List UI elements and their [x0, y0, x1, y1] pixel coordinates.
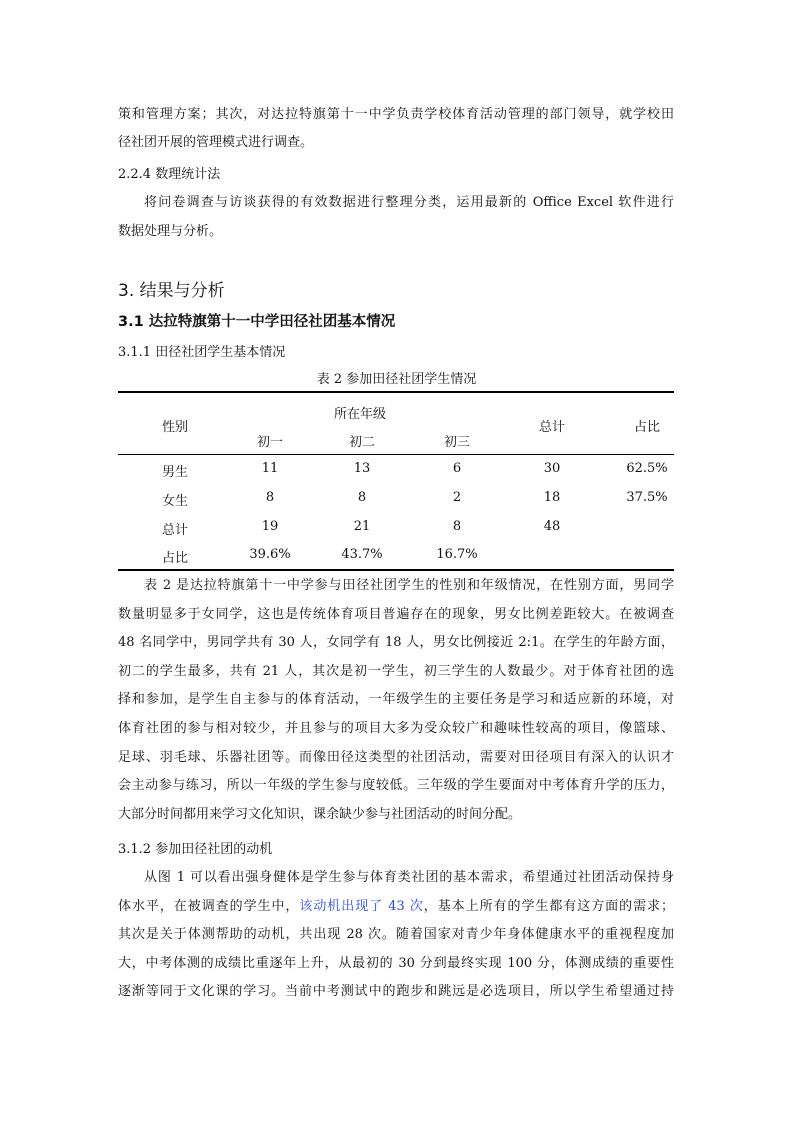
text-segment: 体水平，在被调查的学生中，: [118, 899, 300, 914]
paragraph-line: 会主动参与练习，所以一年级的学生参与度较低。三年级的学生要面对中考体育升学的压力，: [118, 778, 674, 793]
table-cell: 37.5%: [626, 490, 668, 505]
table-cell: 48: [543, 519, 561, 534]
table-cell: 62.5%: [626, 461, 668, 476]
table-header-grade2: 初二: [348, 435, 375, 450]
table-bottom-rule: [118, 569, 674, 571]
table-top-rule: [118, 391, 674, 393]
table-cell: 8: [265, 490, 275, 505]
paragraph-line: 择和参加，是学生自主参与的体育活动，一年级学生的主要任务是学习和适应新的环境，对: [118, 692, 674, 707]
table-header-gender: 性别: [161, 420, 188, 435]
table-cell-label: 男生: [161, 465, 188, 480]
paragraph-line: 初二的学生最多，共有 21 人，其次是初一学生，初三学生的人数最少。对于体育社团的选: [118, 664, 674, 679]
table-header-total: 总计: [538, 420, 565, 435]
table-header-grade1: 初一: [256, 435, 283, 450]
table-cell: 16.7%: [436, 547, 478, 562]
table-header-grade-group: 所在年级: [333, 407, 386, 422]
paragraph-line: 足球、羽毛球、乐器社团等。而像田径这类型的社团活动，需要对田径项目有深入的认识才: [118, 750, 674, 765]
paragraph-line: [118, 893, 674, 922]
table-header-grade3: 初三: [443, 435, 470, 450]
table-cell: 18: [543, 490, 561, 505]
text-segment: ，基本上所有的学生都有这方面的需求；: [423, 899, 674, 914]
paragraph-line: 48 名同学中，男同学共有 30 人，女同学有 18 人，男女比例接近 2:1。在学生的年龄方面，: [118, 635, 674, 650]
cross-reference-link[interactable]: 该动机出现了 43 次: [299, 899, 424, 914]
table-cell: 39.6%: [249, 547, 291, 562]
section-heading-2-2-4: 2.2.4 数理统计法: [118, 167, 221, 182]
intro-line: 径社团开展的管理模式进行调查。: [118, 135, 314, 150]
paragraph-line: 数量明显多于女同学，这也是传统体育项目普遍存在的现象，男女比例差距较大。在被调查: [118, 607, 674, 622]
paragraph-line: 逐渐等同于文化课的学习。当前中考测试中的跑步和跳远是必选项目，所以学生希望通过持: [118, 984, 674, 999]
table-cell: 21: [353, 519, 371, 534]
table-cell-label: 占比: [161, 551, 188, 566]
table-cell: 43.7%: [341, 547, 383, 562]
section-heading-3-1: 3.1 达拉特旗第十一中学田径社团基本情况: [118, 314, 396, 330]
table-header-rule: [118, 454, 674, 455]
table-cell: 11: [261, 461, 279, 476]
paragraph-line: 将问卷调查与访谈获得的有效数据进行整理分类，运用最新的 Office Excel 软件进行: [144, 195, 674, 210]
paragraph-line: 从图 1 可以看出强身健体是学生参与体育类社团的基本需求，希望通过社团活动保持身: [144, 870, 674, 885]
table-cell: 30: [543, 461, 561, 476]
paragraph-line: 大，中考体测的成绩比重逐年上升，从最初的 30 分到最终实现 100 分，体测成绩的重要性: [118, 956, 674, 971]
table-caption: 表 2 参加田径社团学生情况: [316, 372, 477, 387]
table-cell: 8: [452, 519, 462, 534]
table-cell-label: 女生: [161, 494, 188, 509]
table-cell: 8: [357, 490, 367, 505]
table-cell: 2: [452, 490, 462, 505]
section-heading-3-1-2: 3.1.2 参加田径社团的动机: [118, 842, 273, 857]
table-cell-label: 总计: [161, 523, 188, 538]
paragraph-line: 大部分时间都用来学习文化知识，课余缺少参与社团活动的时间分配。: [118, 807, 522, 822]
paragraph-line: 数据处理与分析。: [118, 224, 223, 239]
paragraph-line: 表 2 是达拉特旗第十一中学参与田径社团学生的性别和年级情况，在性别方面，男同学: [144, 578, 674, 593]
paragraph-line: 其次是关于体测帮助的动机，共出现 28 次。随着国家对青少年身体健康水平的重视程度加: [118, 927, 674, 942]
intro-line: 策和管理方案；其次，对达拉特旗第十一中学负责学校体育活动管理的部门领导，就学校田: [118, 107, 674, 122]
section-heading-3: 3. 结果与分析: [118, 281, 225, 301]
section-heading-3-1-1: 3.1.1 田径社团学生基本情况: [118, 345, 286, 360]
paragraph-line: 体育社团的参与相对较少，并且参与的项目大多为受众较广和趣味性较高的项目，像篮球、: [118, 721, 674, 736]
table-header-ratio: 占比: [633, 420, 660, 435]
table-cell: 19: [261, 519, 279, 534]
table-cell: 6: [452, 461, 462, 476]
table-cell: 13: [353, 461, 371, 476]
